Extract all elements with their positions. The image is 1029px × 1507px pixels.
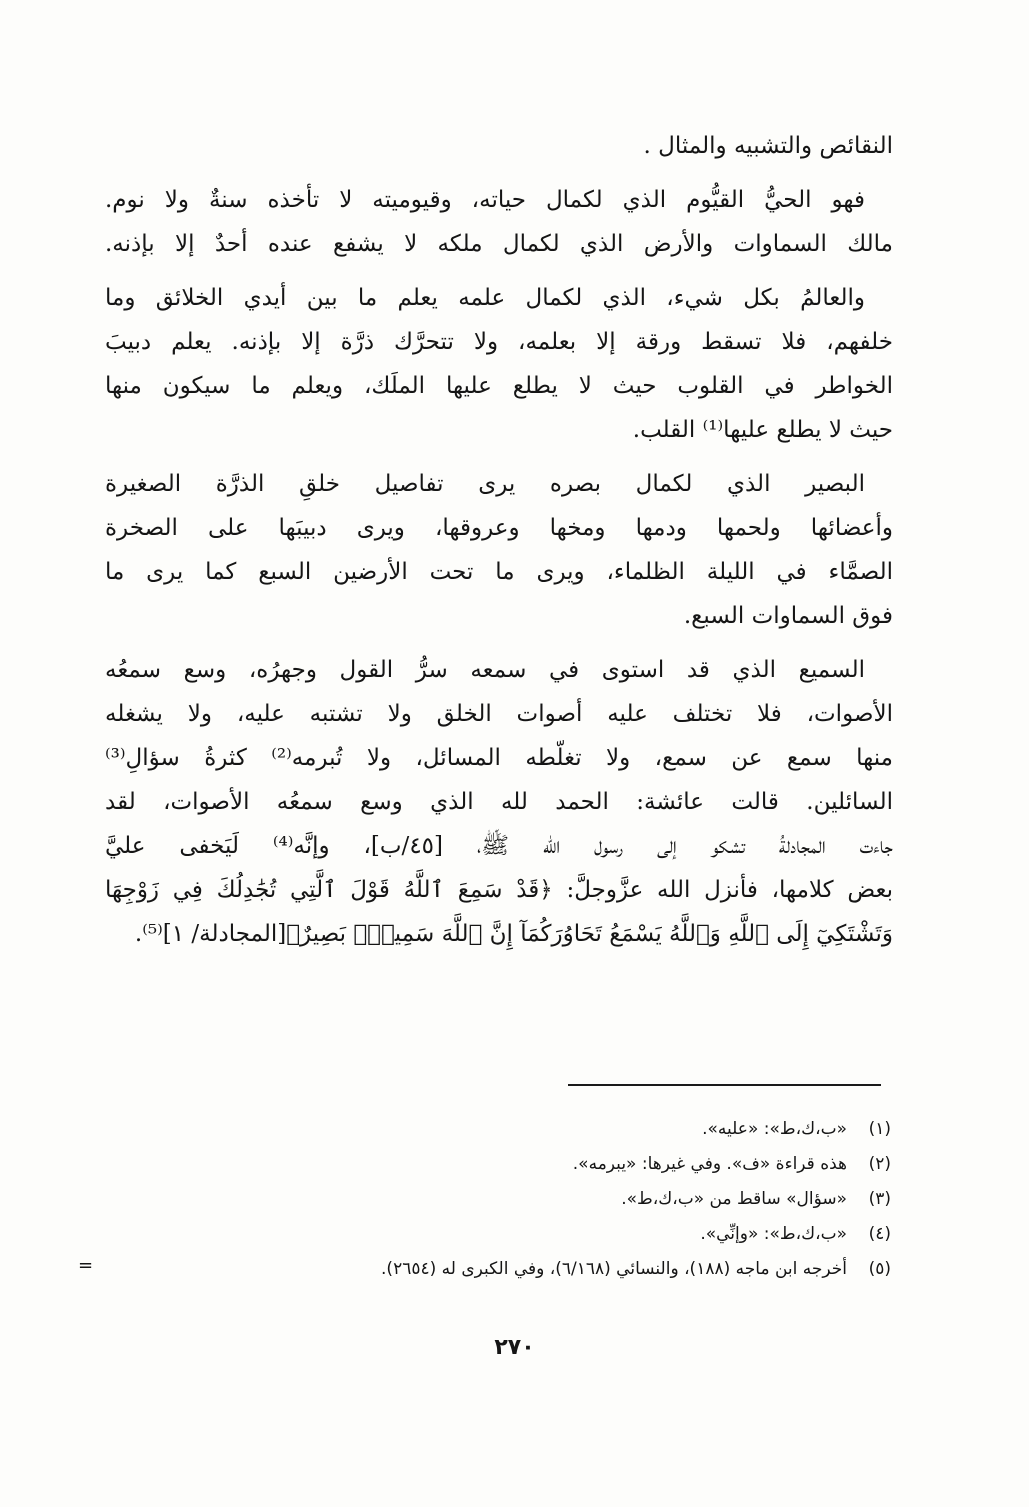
footnote-text: «سؤال» ساقط من «ب،ك،ط». [621,1189,847,1209]
text-line: البصير الذي لكمال بصره يرى تفاصيل خلقِ الذرَّة الصغيرة [105,471,865,497]
text-line: السميع الذي قد استوى في سمعه سرُّ القول وجهرُه، وسع سمعُه [105,657,866,683]
text-line: الخواطر في القلوب حيث لا يطلع عليها الملَك، ويعلم ما سيكون منها [105,373,893,399]
text-line: جاءت المجادلةُ تشكو إلى رسول الله ﷺ، [٤٥/ب]، وإنَّه⁽⁴⁾ لَيَخفى عليَّ [105,833,893,859]
text-line: النقائص والتشبيه والمثال . [643,133,893,159]
text-line: الأصوات، فلا تختلف عليه أصوات الخلق ولا تشتبه عليه، ولا يشغله [105,701,893,727]
text-line: فوق السماوات السبع. [683,603,893,629]
text-line: مالك السماوات والأرض الذي لكمال ملكه لا يشفع عنده أحدٌ إلا بإذنه. [105,231,893,257]
footnote [70,1252,891,1287]
continuation-mark: = [78,1255,94,1276]
paragraph [105,124,893,168]
footnote [70,1112,891,1147]
footnote-number: (٤) [868,1224,891,1244]
body-text [105,124,893,966]
footnotes [70,1112,891,1287]
footnote [70,1147,891,1182]
paragraph [105,462,893,638]
text-line: السائلين. قالت عائشة: الحمد لله الذي وسع سمعُه الأصوات، لقد [105,789,893,815]
footnote-text: «ب،ك،ط»: «وإنِّي». [700,1224,847,1244]
footnote-divider [568,1084,881,1086]
footnote [70,1217,891,1252]
page-number: ٢٧٠ [494,1335,535,1360]
footnote [70,1182,891,1217]
footnote-number: (٥) [868,1259,891,1279]
footnote-text: هذه قراءة «ف». وفي غيرها: «يبرمه». [572,1154,847,1174]
text-line: والعالمُ بكل شيء، الذي لكمال علمه يعلم ما بين أيدي الخلائق وما [105,285,865,311]
footnote-number: (٣) [868,1189,891,1209]
text-line: حيث لا يطلع عليها⁽¹⁾ القلب. [632,417,893,443]
footnote-text: أخرجه ابن ماجه (١٨٨)، والنسائي (٦/١٦٨)، وفي الكبرى له (٢٦٥٤). [381,1259,847,1279]
text-line: وأعضائها ولحمها ودمها ومخها وعروقها، ويرى دبيبَها على الصخرة [105,515,893,541]
footnote-number: (٢) [868,1154,891,1174]
footnote-number: (١) [868,1119,891,1139]
text-line: منها سمع عن سمع، ولا تغلّطه المسائل، ولا تُبرمه⁽²⁾ كثرةُ سؤالِ⁽³⁾ [105,745,893,771]
text-line: الصمَّاء في الليلة الظلماء، ويرى ما تحت الأرضين السبع كما يرى ما [105,559,893,585]
paragraph [105,648,893,956]
footnote-text: «ب،ك،ط»: «عليه». [702,1119,847,1139]
text-line: خلفهم، فلا تسقط ورقة إلا بعلمه، ولا تتحرَّك ذرَّة إلا بإذنه. يعلم دبيبَ [105,329,893,355]
paragraph [105,276,893,452]
text-line: فهو الحيُّ القيُّوم الذي لكمال حياته، وقيوميته لا تأخذه سنةٌ ولا نوم. [105,187,865,213]
text-line: بعض كلامها، فأنزل الله عزَّوجلَّ: ﴿قَدْ سَمِعَ ٱللَّهُ قَوْلَ ٱلَّتِي تُجَٰدِلُكَ فِي زَوْجِهَا [105,877,893,903]
text-line: وَتَشْتَكِيٓ إِلَى ٱللَّهِ وَٱللَّهُ يَسْمَعُ تَحَاوُرَكُمَآ إِنَّ ٱللَّهَ سَمِيعُۢ بَصِيرٌ﴾[المجادلة/ ١]⁽⁵⁾. [134,921,893,947]
paragraph [105,178,893,266]
